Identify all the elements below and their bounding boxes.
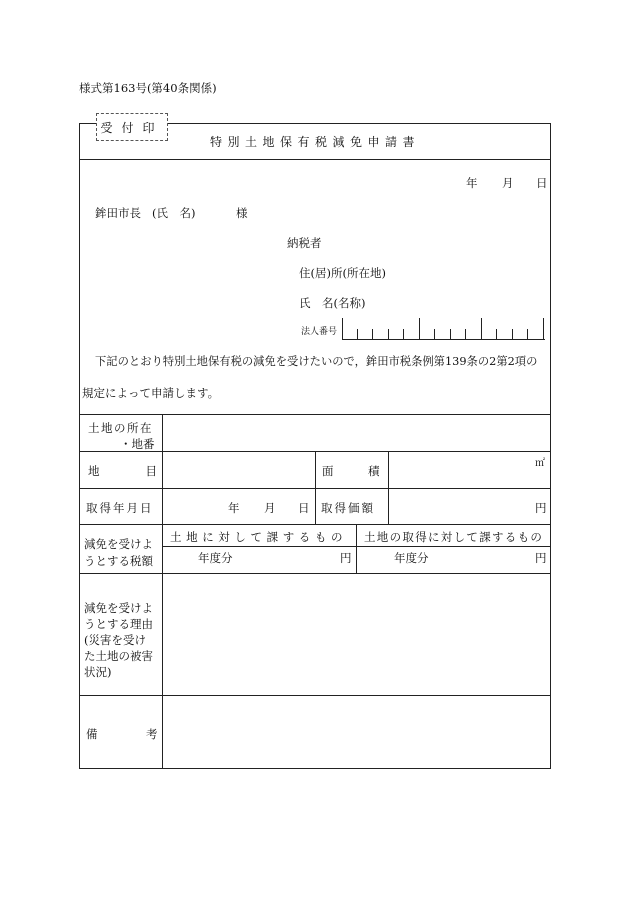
taxpayer-heading: 納税者 <box>287 236 322 250</box>
label-remarks-right: 考 <box>146 727 158 741</box>
label-reason: 減免を受けよ <box>84 601 153 615</box>
date-month: 月 <box>502 176 514 190</box>
taxpayer-address-label: 住(居)所(所在地) <box>299 266 386 280</box>
land-tax-yen: 円 <box>340 551 352 565</box>
divider <box>79 524 551 525</box>
acquisition-year: 年 <box>228 501 240 515</box>
request-text-line1: 下記のとおり特別土地保有税の減免を受けたいので，鉾田市税条例第139条の2第2項の <box>95 355 538 368</box>
label-reduction-amount-2: うとする税額 <box>84 554 153 568</box>
acquisition-tax-fiscal-year: 年度分 <box>394 551 429 565</box>
corporate-number-label: 法人番号 <box>301 327 338 337</box>
label-reason-4: た土地の被害 <box>84 649 153 663</box>
label-reason-2: うとする理由 <box>84 617 153 631</box>
label-reason-3: (災害を受け <box>84 633 146 647</box>
price-yen-unit: 円 <box>535 501 547 515</box>
corporate-number-boxes <box>342 318 545 340</box>
form-code: 様式第163号(第40条関係) <box>79 81 217 95</box>
taxpayer-name-label: 氏 名(名称) <box>299 296 366 310</box>
divider <box>79 414 551 415</box>
label-reason-5: 状況) <box>84 665 112 679</box>
label-remarks-left: 備 <box>86 727 98 741</box>
acquisition-month: 月 <box>264 501 276 515</box>
header-acquisition-tax: 土地の取得に対して課するもの <box>364 530 544 544</box>
acquisition-day: 日 <box>298 501 310 515</box>
addressee-suffix: 様 <box>236 206 248 220</box>
header-land-tax: 土地に対して課するもの <box>170 530 348 544</box>
receipt-stamp-box <box>96 113 168 141</box>
label-land-lot-number: ・地番 <box>120 437 155 451</box>
acquisition-tax-yen: 円 <box>535 551 547 565</box>
label-reduction-amount: 減免を受けよ <box>84 537 153 551</box>
label-area: 面 積 <box>322 464 380 478</box>
date-day: 日 <box>536 176 548 190</box>
area-unit: ㎡ <box>535 458 545 469</box>
divider <box>79 695 551 696</box>
divider <box>388 451 389 524</box>
request-text-line2: 規定によって申請します。 <box>82 386 220 400</box>
label-land-category: 地 目 <box>88 464 157 478</box>
addressee-name: (氏 名) <box>152 206 196 220</box>
divider <box>356 524 357 573</box>
document-title: 特別土地保有税減免申請書 <box>209 135 420 149</box>
land-tax-fiscal-year: 年度分 <box>198 551 233 565</box>
divider <box>162 414 163 769</box>
date-year: 年 <box>466 176 478 190</box>
addressee-prefix: 鉾田市長 <box>95 206 141 220</box>
divider <box>79 573 551 574</box>
label-land-location: 土地の所在 <box>88 421 153 435</box>
receipt-stamp-label: 受付印 <box>100 120 164 135</box>
label-acquisition-date: 取得年月日 <box>86 501 154 515</box>
label-acquisition-price: 取得価額 <box>321 501 375 515</box>
divider <box>79 159 551 160</box>
divider <box>315 451 316 524</box>
